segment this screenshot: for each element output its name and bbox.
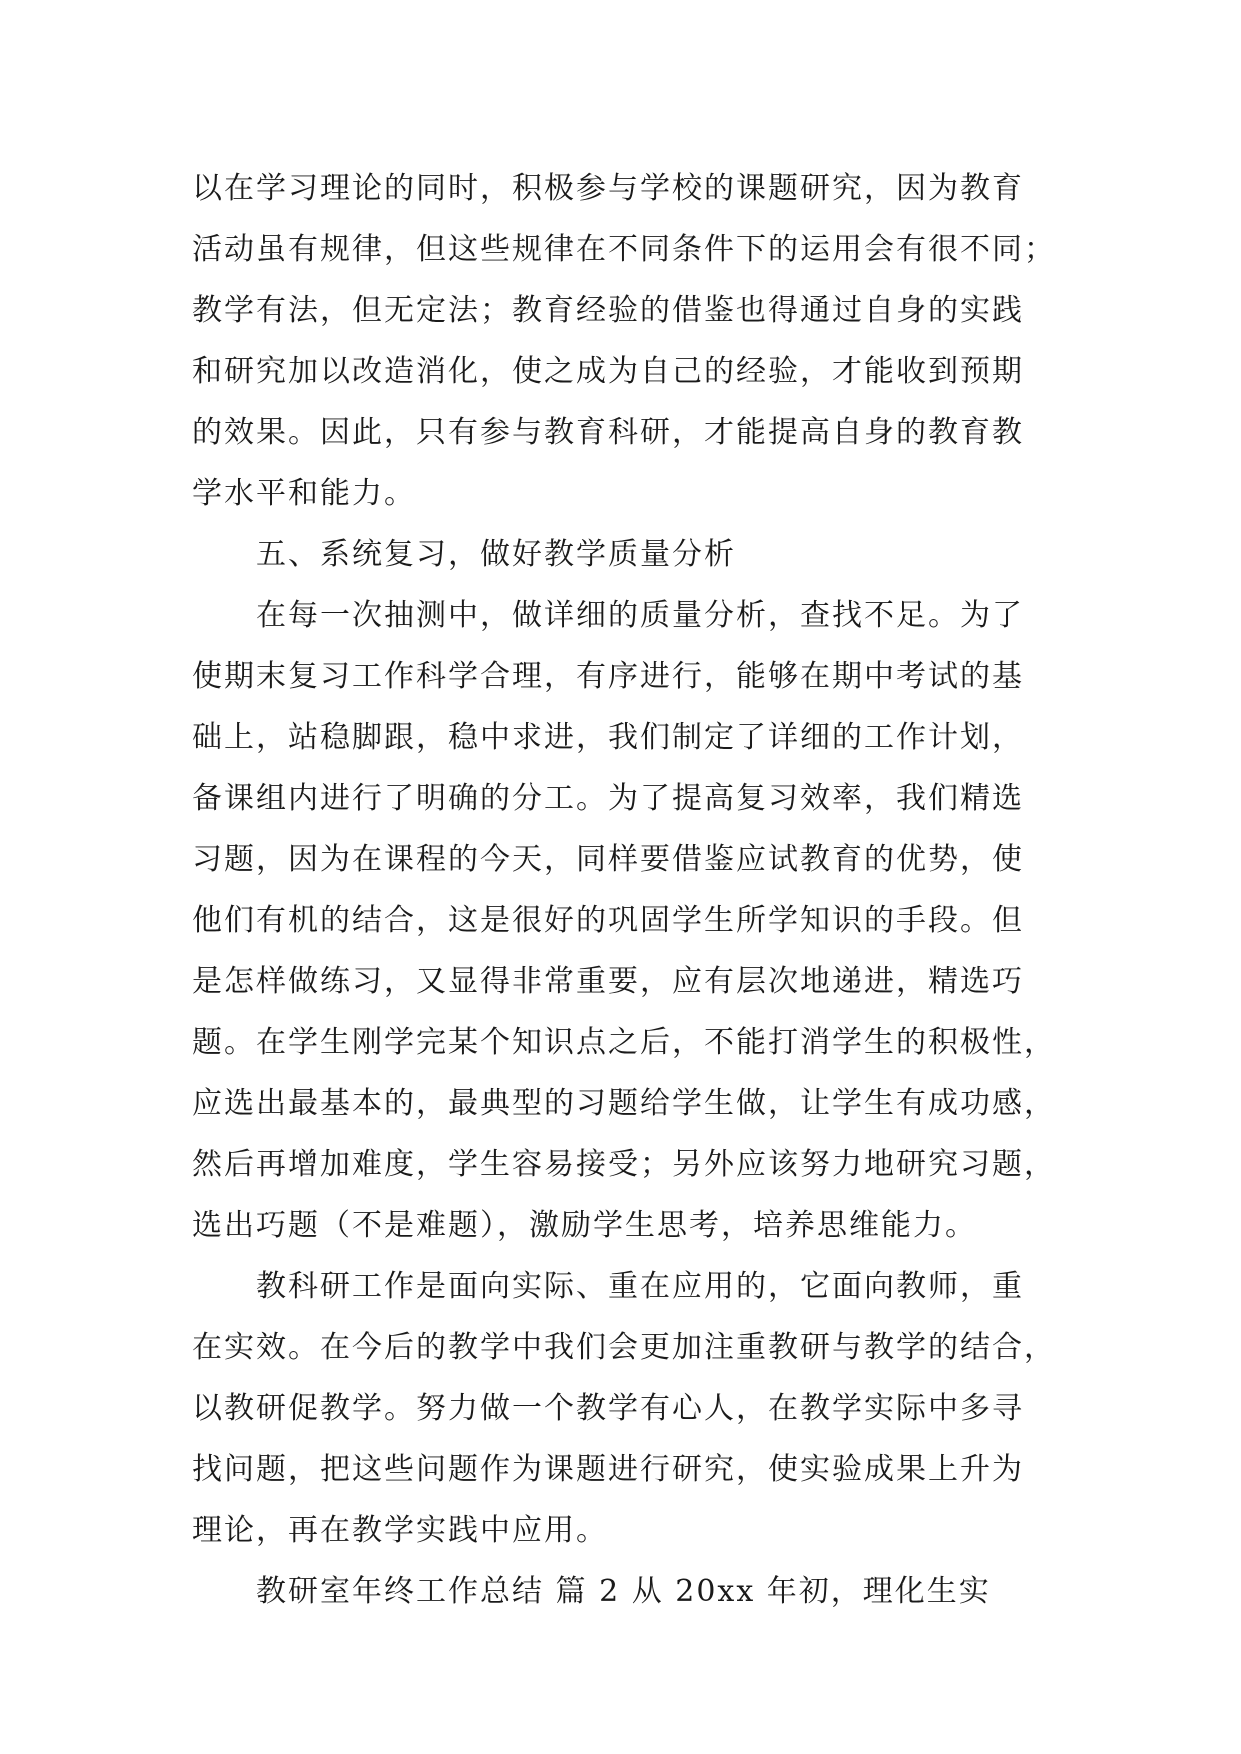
paragraph-line: 选出巧题（不是难题），激励学生思考，培养思维能力。: [192, 1208, 977, 1243]
paragraph-line: 以在学习理论的同时，积极参与学校的课题研究，因为教育: [192, 171, 1024, 206]
paragraph-line: 在每一次抽测中，做详细的质量分析，查找不足。为了: [256, 598, 1024, 633]
paragraph-line: 备课组内进行了明确的分工。为了提高复习效率，我们精选: [192, 781, 1024, 816]
paragraph-line: 应选出最基本的，最典型的习题给学生做，让学生有成功感，: [192, 1086, 1056, 1121]
paragraph-line: 础上，站稳脚跟，稳中求进，我们制定了详细的工作计划，: [192, 720, 1024, 755]
paragraph-line: 学水平和能力。: [192, 476, 416, 511]
paragraph-line: 活动虽有规律，但这些规律在不同条件下的运用会有很不同；: [192, 232, 1056, 267]
paragraph-line: 题。在学生刚学完某个知识点之后，不能打消学生的积极性，: [192, 1025, 1056, 1060]
paragraph-line: 教科研工作是面向实际、重在应用的，它面向教师，重: [256, 1269, 1024, 1304]
paragraph-line: 使期末复习工作科学合理，有序进行，能够在期中考试的基: [192, 659, 1024, 694]
paragraph-line: 教学有法，但无定法；教育经验的借鉴也得通过自身的实践: [192, 293, 1024, 328]
paragraph-line: 然后再增加难度，学生容易接受；另外应该努力地研究习题，: [192, 1147, 1056, 1182]
paragraph-line: 以教研促教学。努力做一个教学有心人，在教学实际中多寻: [192, 1391, 1024, 1426]
document-body: [192, 158, 1064, 1622]
paragraph-line: 找问题，把这些问题作为课题进行研究，使实验成果上升为: [192, 1452, 1024, 1487]
paragraph-line: 是怎样做练习，又显得非常重要，应有层次地递进，精选巧: [192, 964, 1024, 999]
paragraph-line: 习题，因为在课程的今天，同样要借鉴应试教育的优势，使: [192, 842, 1024, 877]
paragraph-line: 理论，再在教学实践中应用。: [192, 1513, 608, 1548]
paragraph-line: 和研究加以改造消化，使之成为自己的经验，才能收到预期: [192, 354, 1024, 389]
section-title-line: 教研室年终工作总结 篇 2 从 20xx 年初，理化生实: [256, 1574, 991, 1609]
paragraph-line: 的效果。因此，只有参与教育科研，才能提高自身的教育教: [192, 415, 1024, 450]
paragraph-line: 他们有机的结合，这是很好的巩固学生所学知识的手段。但: [192, 903, 1024, 938]
section-heading: 五、系统复习，做好教学质量分析: [256, 537, 736, 572]
paragraph-line: 在实效。在今后的教学中我们会更加注重教研与教学的结合，: [192, 1330, 1056, 1365]
